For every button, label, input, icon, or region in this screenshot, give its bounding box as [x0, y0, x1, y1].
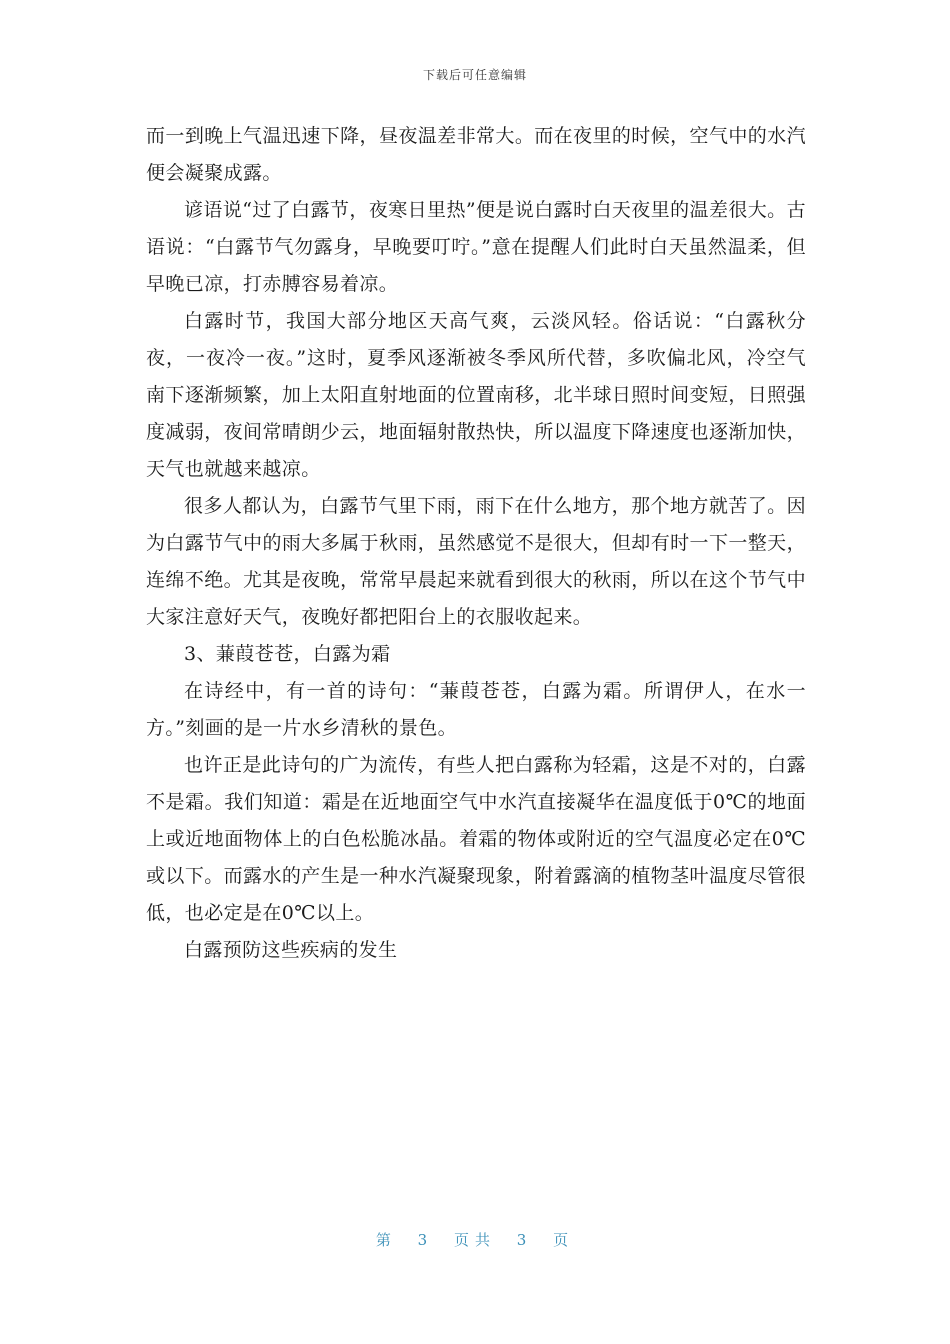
paragraph-continuation: 而一到晚上气温迅速下降，昼夜温差非常大。而在夜里的时候，空气中的水汽便会凝聚成露。	[146, 125, 806, 184]
paragraph-dew-vs-frost: 也许正是此诗句的广为流传，有些人把白露称为轻霜，这是不对的，白露不是霜。我们知道：霜是在近地面空气中水汽直接凝华在温度低于0℃的地面上或近地面物体上的白色松脆冰晶。着霜的物体或附近的空气温度必定在0℃或以下。而露水的产生是一种水汽凝聚现象，附着露滴的植物茎叶温度尽管很低，也必定是在0℃以上。	[146, 754, 806, 924]
paragraph-book-of-songs: 在诗经中，有一首的诗句：“蒹葭苍苍，白露为霜。所谓伊人，在水一方。”刻画的是一片水乡清秋的景色。	[146, 680, 806, 739]
page-number-footer: 第 3 页共 3 页	[375, 1231, 575, 1249]
paragraph-autumn-rain: 很多人都认为，白露节气里下雨，雨下在什么地方，那个地方就苦了。因为白露节气中的雨大多属于秋雨，虽然感觉不是很大，但却有时一下一整天，连绵不绝。尤其是夜晚，常常早晨起来就看到很大的秋雨，所以在这个节气中大家注意好天气，夜晚好都把阳台上的衣服收起来。	[146, 495, 806, 628]
document-body	[146, 118, 806, 969]
section-heading-disease-prevention: 白露预防这些疾病的发生	[184, 939, 398, 961]
paragraph-proverb-temperature: 谚语说“过了白露节，夜寒日里热”便是说白露时白天夜里的温差很大。古语说：“白露节气勿露身，早晚要叮咛。”意在提醒人们此时白天虽然温柔，但早晚已凉，打赤膊容易着凉。	[146, 199, 806, 295]
section-heading-jianjia: 3、蒹葭苍苍，白露为霜	[184, 643, 391, 665]
page-header-note: 下载后可任意编辑	[422, 68, 527, 82]
paragraph-weather: 白露时节，我国大部分地区天高气爽，云淡风轻。俗话说：“白露秋分夜，一夜冷一夜。”这时，夏季风逐渐被冬季风所代替，多吹偏北风，冷空气南下逐渐频繁，加上太阳直射地面的位置南移，北半球日照时间变短，日照强度减弱，夜间常晴朗少云，地面辐射散热快，所以温度下降速度也逐渐加快，天气也就越来越凉。	[146, 310, 806, 480]
